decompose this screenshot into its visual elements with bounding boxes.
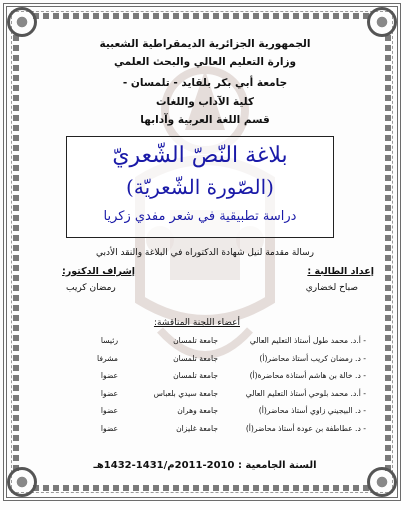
member-university: جامعة غليزان <box>176 423 218 433</box>
thesis-subtitle: (الصّورة الشّعريّة) <box>126 175 274 199</box>
member-name: - د. عطاطفة بن عودة أستاذ محاضر(أ) <box>245 423 366 433</box>
member-university: جامعة تلمسان <box>173 371 218 381</box>
thesis-title: بلاغة النّصّ الشّعريّ <box>112 143 288 168</box>
thesis-study-line: دراسة تطبيقية في شعر مفدي زكريا <box>103 209 297 224</box>
frame-edge-right <box>385 33 391 471</box>
corner-ornament-icon <box>367 7 397 37</box>
member-name: - أ.د. محمد طول أستاذ التعليم العالي <box>249 336 366 346</box>
member-name: - د. البيجيني زاوي أستاذ محاضر(أ) <box>258 406 366 416</box>
header-university: جامعة أبي بكر بلقايد - تلمسان - <box>122 77 288 89</box>
committee-member-row <box>44 350 366 368</box>
supervisor-label: إشراف الدكتور: <box>62 266 136 277</box>
member-university: جامعة وهران <box>177 406 218 416</box>
thesis-note: رسالة مقدمة لنيل شهادة الدكتوراه في البلاغة والنقد الأدبي <box>95 248 315 258</box>
header-faculty: كلية الآداب واللغات <box>155 96 255 108</box>
committee-member-row <box>44 367 366 385</box>
header-republic: الجمهورية الجزائرية الديمقراطية الشعبية <box>99 38 311 50</box>
member-name: - د. خالة بن هاشم أستاذة محاضرة(أ) <box>249 371 366 381</box>
member-name: - د. رمضان كريب أستاذ محاضر(أ) <box>259 353 366 363</box>
member-name: - أ.د. محمد بلوحي أستاذ التعليم العالي <box>245 388 366 398</box>
academic-year: السنة الجامعية : 2010-2011م/1431-1432هـ <box>93 460 317 471</box>
member-role: عضوا <box>100 406 118 416</box>
member-university: جامعة تلمسان <box>173 336 218 346</box>
corner-ornament-icon <box>7 467 37 497</box>
committee-member-row <box>44 420 366 438</box>
committee-member-row <box>44 332 366 350</box>
committee-member-row <box>44 402 366 420</box>
title-box <box>66 136 334 238</box>
member-role: مشرفا <box>97 353 118 363</box>
frame-edge-bottom <box>33 485 371 491</box>
frame-edge-top <box>33 13 371 19</box>
student-label: إعداد الطالبة : <box>307 266 374 277</box>
member-role: رئيسا <box>100 336 118 346</box>
corner-ornament-icon <box>7 7 37 37</box>
member-role: عضوا <box>100 371 118 381</box>
student-name: صباح لخضاري <box>305 283 358 293</box>
member-role: عضوا <box>100 388 118 398</box>
supervisor-name: رمضان كريب <box>66 283 116 293</box>
header-department: قسم اللغة العربية وآدابها <box>140 114 270 126</box>
corner-ornament-icon <box>367 467 397 497</box>
committee-member-row <box>44 385 366 403</box>
member-university: جامعة سيدي بلعباس <box>153 388 218 398</box>
frame-edge-left <box>13 33 19 471</box>
header-ministry: وزارة التعليم العالي والبحث العلمي <box>113 56 297 68</box>
committee-title: أعضاء اللجنة المناقشة: <box>153 318 240 328</box>
committee-list <box>44 332 366 437</box>
member-role: عضوا <box>100 423 118 433</box>
member-university: جامعة تلمسان <box>173 353 218 363</box>
